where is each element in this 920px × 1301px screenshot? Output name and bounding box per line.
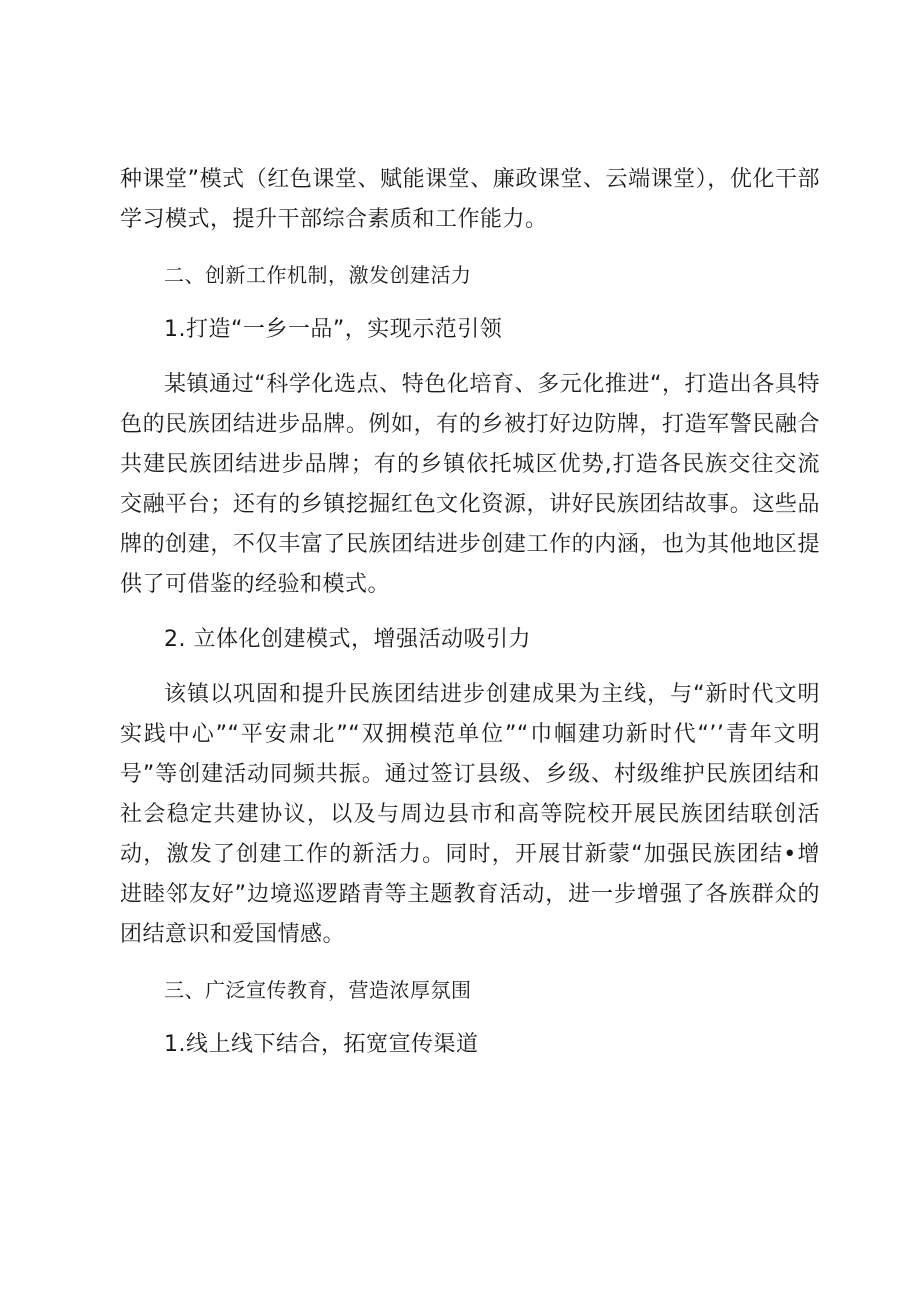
- subheading-2-2: 2. 立体化创建模式，增强活动吸引力: [164, 627, 531, 652]
- paragraph-brand: 某镇通过“科学化选点、特色化培育、多元化推进“，打造出各具特色的民族团结进步品牌。例如，有的乡被打好边防牌，打造军警民融合共建民族团结进步品牌；有的乡镇依托城区优势,打造各民族交往交流交融平台；还有的乡镇挖掘红色文化资源，讲好民族团结故事。这些品牌的创建，不仅丰富了民族团结进步创建工作的内涵，也为其他地区提供了可借鉴的经验和模式。: [120, 372, 820, 597]
- paragraph-continued: 种课堂”模式（红色课堂、赋能课堂、廉政课堂、云端课堂），优化干部学习模式，提升干部综合素质和工作能力。: [120, 167, 820, 232]
- section-heading-2: 二、创新工作机制，激发创建活力: [164, 263, 472, 287]
- document-body: [120, 160, 820, 1080]
- section-heading-3: 三、广泛宣传教育，营造浓厚氛围: [164, 978, 472, 1002]
- subheading-2-1: 1.打造“一乡一品”，实现示范引领: [164, 317, 503, 342]
- subheading-3-1: 1.线上线下结合，拓宽宣传渠道: [164, 1032, 479, 1057]
- paragraph-activities: 该镇以巩固和提升民族团结进步创建成果为主线，与“新时代文明实践中心”“平安肃北”“双拥模范单位”“巾帼建功新时代“’’青年文明号”等创建活动同频共振。通过签订县级、乡级、村级维护民族团结和社会稳定共建协议，以及与周边县市和高等院校开展民族团结联创活动，激发了创建工作的新活力。同时，开展甘新蒙“加强民族团结•增进睦邻友好”边境巡逻踏青等主题教育活动，进一步增强了各族群众的团结意识和爱国情感。: [120, 682, 820, 947]
